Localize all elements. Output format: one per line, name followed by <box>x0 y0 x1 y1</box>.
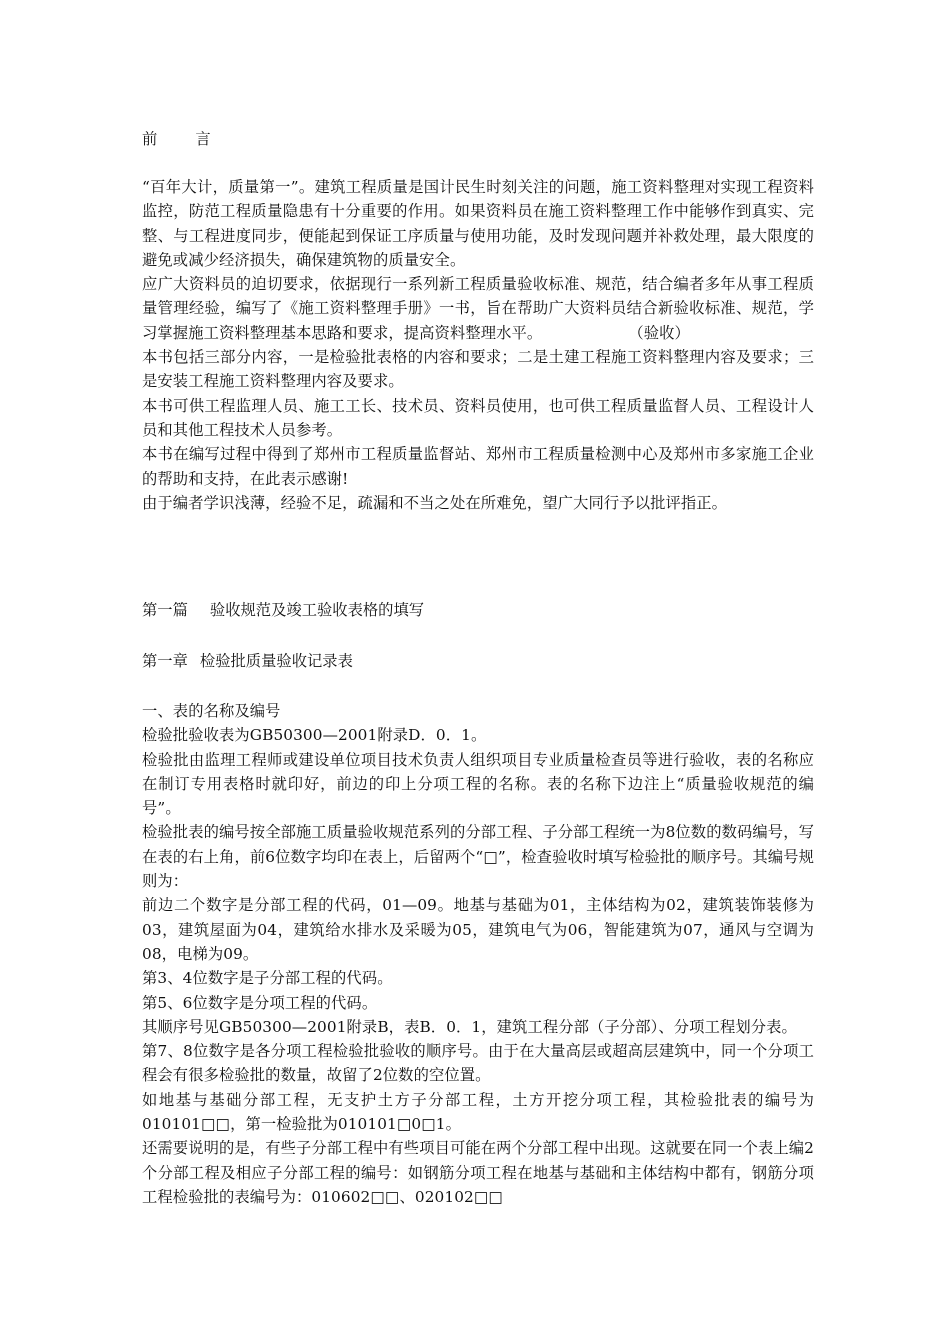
section-paragraph-6: 第5、6位数字是分项工程的代码。 <box>142 993 378 1012</box>
section-paragraph-10: 还需要说明的是，有些子分部工程中有些项目可能在两个分部工程中出现。这就要在同一个表上编2个分部工程及相应子分部工程的编号：如钢筋分项工程在地基与基础和主体结构中都有，钢筋分项工程检验批的表编号为：010602□□、020102□□ <box>142 1139 814 1206</box>
preface-title-left: 前 <box>142 130 158 148</box>
preface-body <box>142 175 814 515</box>
preface-paragraph-3: 本书包括三部分内容，一是检验批表格的内容和要求；二是土建工程施工资料整理内容及要求；三是安装工程施工资料整理内容及要求。 <box>142 348 814 391</box>
preface-paragraph-2-text: 应广大资料员的迫切要求，依据现行一系列新工程质量验收标准、规范，结合编者多年从事工程质量管理经验，编写了《施工资料整理手册》一书，旨在帮助广大资料员结合新验收标准、规范，学习掌握施工资料整理基本思路和要求，提高资料整理水平。 <box>142 275 814 342</box>
section-body <box>142 699 814 1209</box>
chapter-label: 第一章 <box>142 652 188 670</box>
section-paragraph-7: 其顺序号见GB50300—2001附录B，表B．0．1，建筑工程分部（子分部）、分项工程划分表。 <box>142 1017 797 1036</box>
preface-paragraph-1: “百年大计，质量第一”。建筑工程质量是国计民生时刻关注的问题，施工资料整理对实现工程资料监控，防范工程质量隐患有十分重要的作用。如果资料员在施工资料整理工作中能够作到真实、完整、与工程进度同步，便能起到保证工序质量与使用功能，及时发现问题并补救处理，最大限度的避免或减少经济损失，确保建筑物的质量安全。 <box>142 178 814 269</box>
section-heading: 一、表的名称及编号 <box>142 702 281 720</box>
chapter-title: 检验批质量验收记录表 <box>199 652 353 670</box>
preface-title <box>142 127 211 151</box>
section-paragraph-9: 如地基与基础分部工程，无支护土方子分部工程，土方开挖分项工程，其检验批表的编号为010101□□，第一检验批为010101□0□1。 <box>142 1090 814 1134</box>
preface-title-right: 言 <box>195 130 211 148</box>
preface-paragraph-4: 本书可供工程监理人员、施工工长、技术员、资料员使用，也可供工程质量监督人员、工程设计人员和其他工程技术人员参考。 <box>142 396 814 439</box>
chapter-heading <box>142 649 353 673</box>
section-paragraph-2: 检验批由监理工程师或建设单位项目技术负责人组织项目专业质量检查员等进行验收，表的名称应在制订专用表格时就印好，前边的印上分项工程的名称。表的名称下边注上“质量验收规范的编号”。 <box>142 750 814 818</box>
preface-tag: （验收） <box>628 323 690 342</box>
preface-paragraph-6: 由于编者学识浅薄，经验不足，疏漏和不当之处在所难免，望广大同行予以批评指正。 <box>142 493 728 512</box>
part-title: 验收规范及竣工验收表格的填写 <box>209 601 425 619</box>
preface-paragraph-2 <box>142 272 814 345</box>
section-paragraph-1: 检验批验收表为GB50300—2001附录D．0．1。 <box>142 726 487 745</box>
section-paragraph-5: 第3、4位数字是子分部工程的代码。 <box>142 969 393 988</box>
section-paragraph-4: 前边二个数字是分部工程的代码，01—09。地基与基础为01，主体结构为02，建筑装饰装修为03，建筑屋面为04，建筑给水排水及采暖为05，建筑电气为06，智能建筑为07，通风与空调为08，电梯为09。 <box>142 896 814 963</box>
preface-paragraph-5: 本书在编写过程中得到了郑州市工程质量监督站、郑州市工程质量检测中心及郑州市多家施工企业的帮助和支持，在此表示感谢! <box>142 445 814 488</box>
section-paragraph-3: 检验批表的编号按全部施工质量验收规范系列的分部工程、子分部工程统一为8位数的数码编号，写在表的右上角，前6位数字均印在表上，后留两个“□”，检查验收时填写检验批的顺序号。其编号规则为： <box>142 823 814 891</box>
section-paragraph-8: 第7、8位数字是各分项工程检验批验收的顺序号。由于在大量高层或超高层建筑中，同一个分项工程会有很多检验批的数量，故留了2位数的空位置。 <box>142 1042 814 1085</box>
part-label: 第一篇 <box>142 601 188 619</box>
part-heading <box>142 598 424 622</box>
